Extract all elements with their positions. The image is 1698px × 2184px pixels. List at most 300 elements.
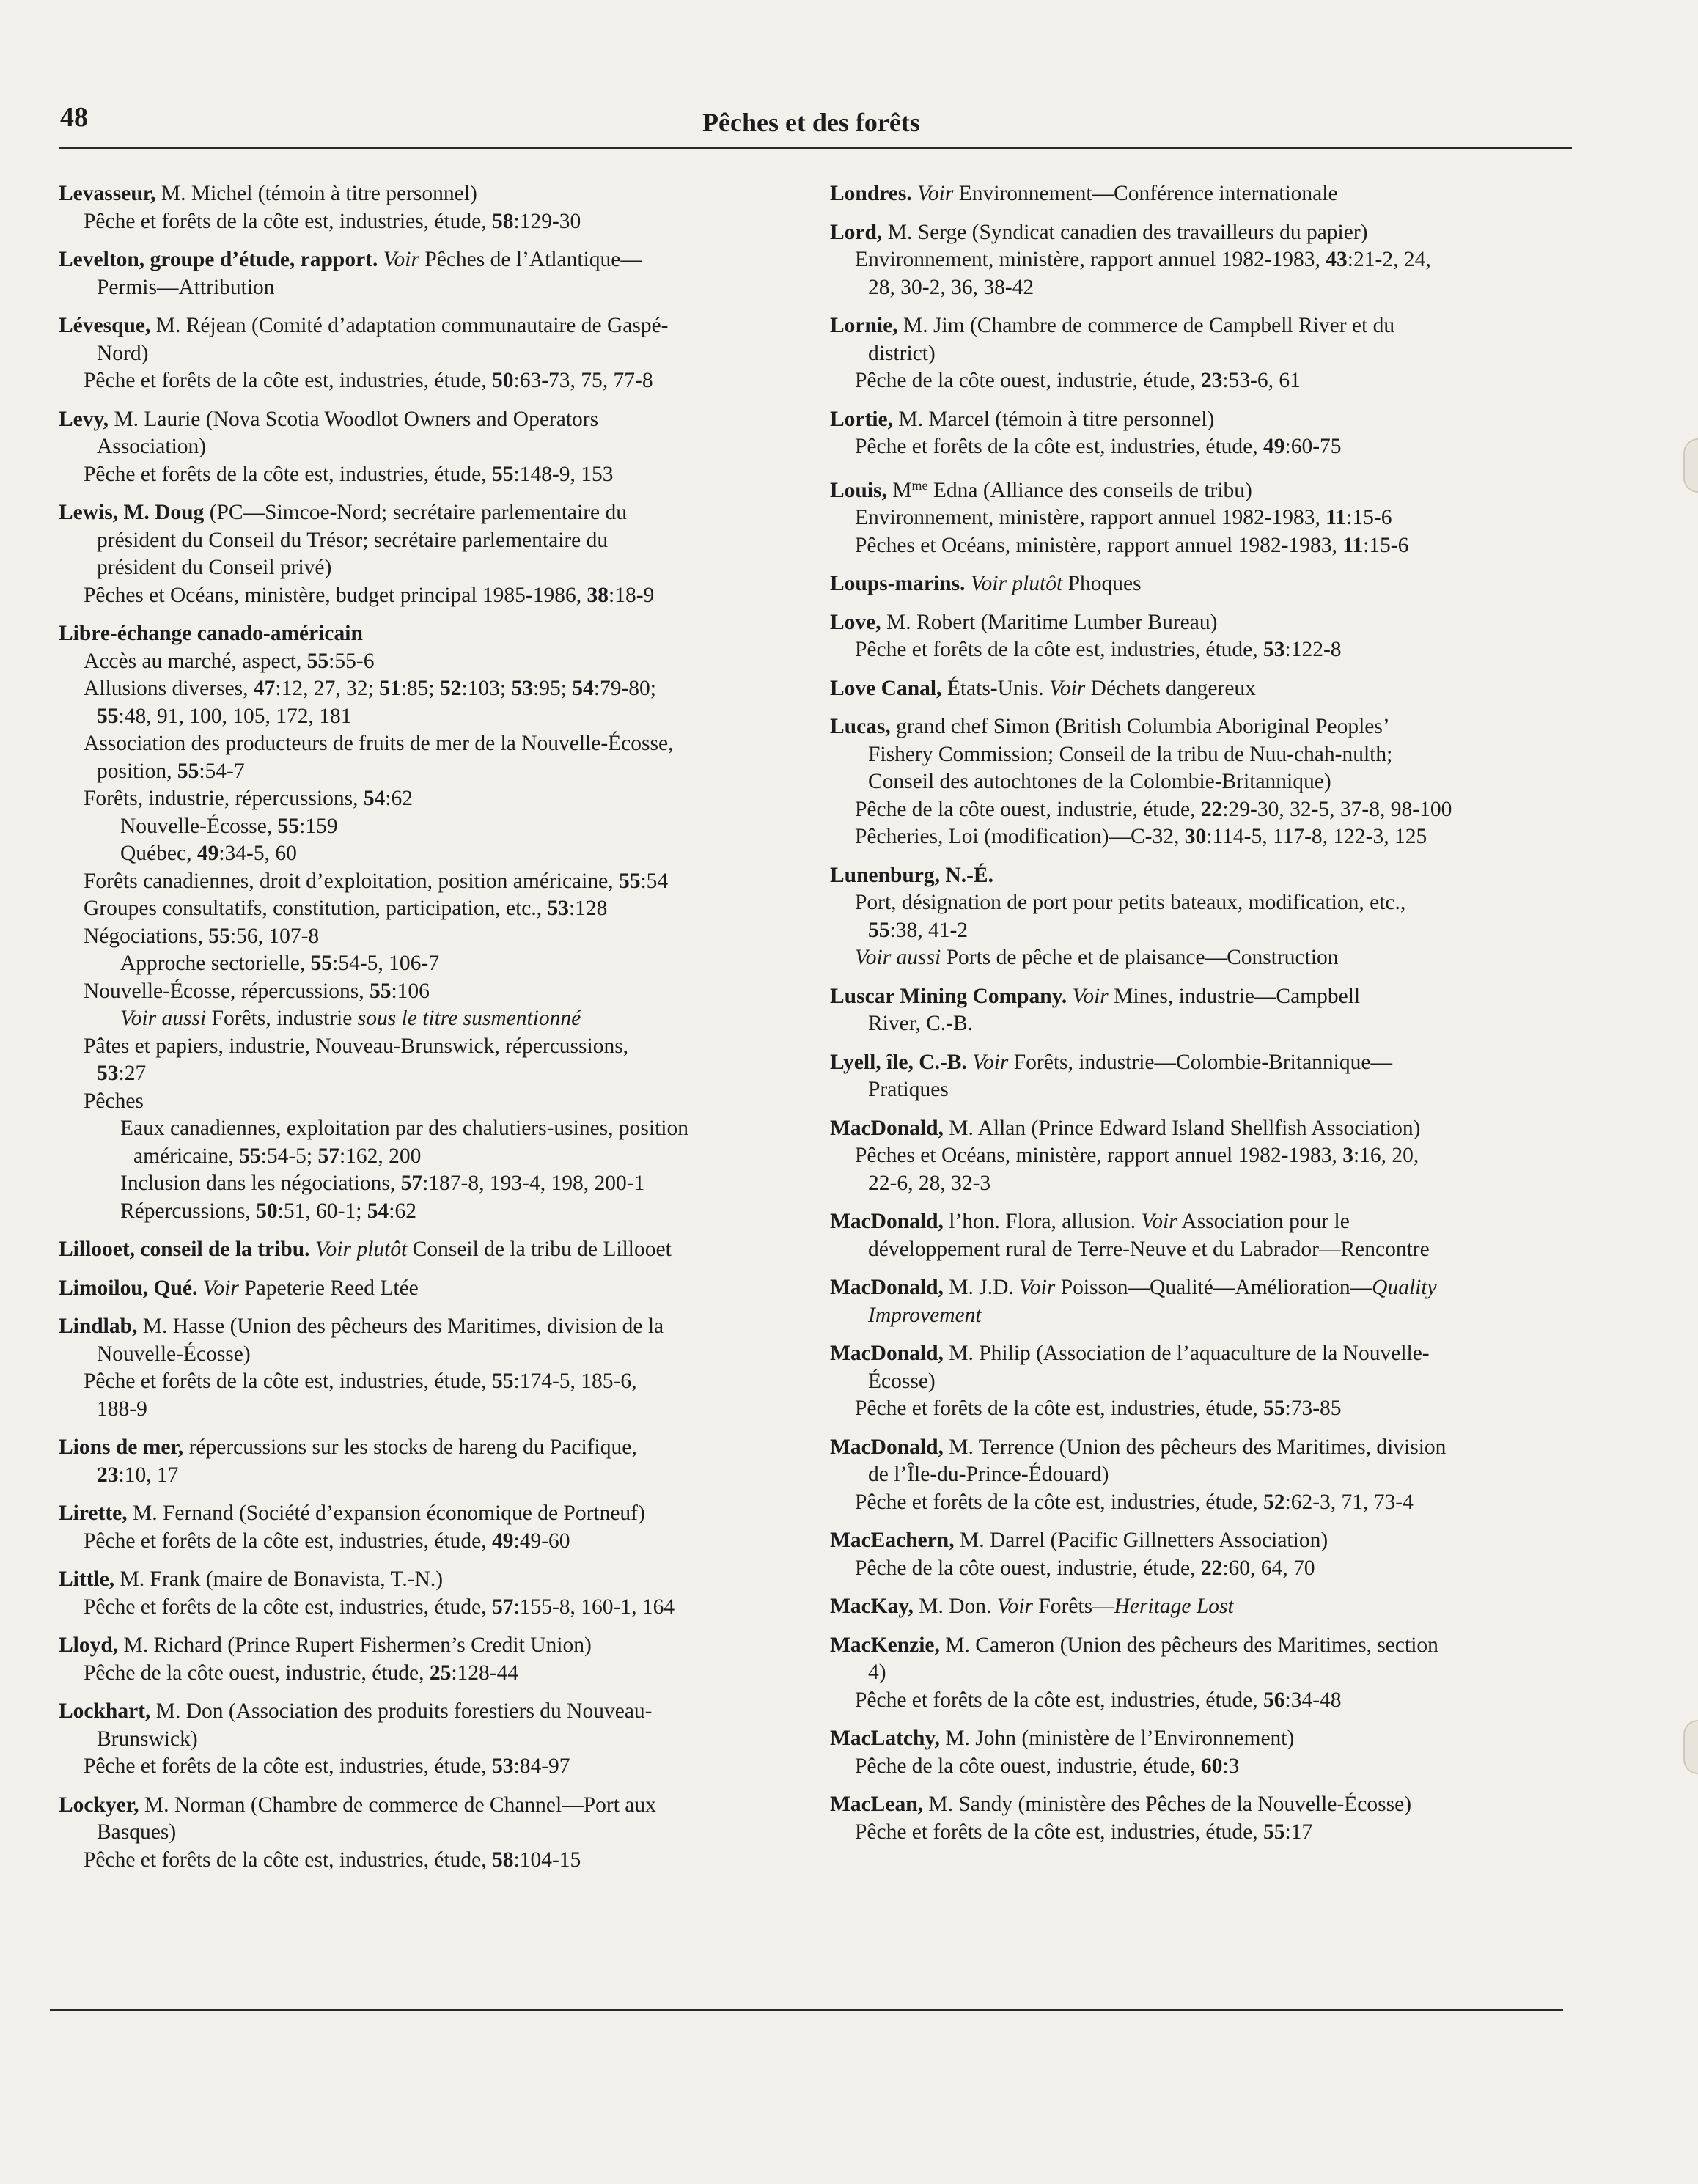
text: Forêts, industrie—Colombie-Britannique— [1008,1050,1392,1074]
index-subentry-line [830,917,1578,945]
bold-text: 49 [196,842,219,865]
bold-text: 54 [363,787,386,810]
text: :84-97 [513,1754,570,1778]
bold-text: 55 [1263,1820,1285,1844]
italic-text: Voir [1019,1276,1056,1299]
text: M. Don (Association des produits forestiers du Nouveau- [150,1699,653,1723]
index-entry [59,180,806,235]
index-subentry-line [59,1060,806,1088]
bold-text: 55 [1263,1397,1285,1420]
text: l’hon. Flora, allusion. [943,1210,1142,1233]
text: :106 [391,979,430,1003]
text: Pêche et forêts de la côte est, industries, étude, [84,1529,493,1553]
italic-text: Voir plutôt [315,1238,408,1261]
text: Mines, industrie—Campbell [1108,984,1361,1008]
text: M. Fernand (Société d’expansion économique de Portneuf) [127,1501,645,1525]
text: :34-5, 60 [218,842,297,865]
index-subentry-line [59,1726,806,1754]
index-subentry-line [59,895,806,923]
index-subentry-line [59,703,806,731]
text: de l’Île-du-Prince-Édouard) [868,1463,1109,1486]
index-subentry-line [830,1170,1578,1198]
text: :129-30 [513,209,581,233]
index-subentry-line [59,675,806,703]
text: :85; [400,677,440,700]
text: :16, 20, [1353,1144,1419,1167]
text: :162, 200 [339,1144,422,1168]
index-subentry-line [59,648,806,676]
index-heading-line [830,1725,1578,1753]
bold-text: 53 [1263,638,1285,661]
bold-text: 3 [1342,1144,1353,1167]
index-subentry-line [59,923,806,951]
text: :34-48 [1284,1688,1342,1712]
index-subentry-line [830,1010,1578,1038]
index-subentry-line [830,1236,1578,1264]
text: M. Terrence (Union des pêcheurs des Maritimes, division [943,1435,1447,1459]
italic-text: Voir [972,1050,1009,1074]
bold-text: 60 [1200,1754,1223,1778]
text: :148-9, 153 [513,462,614,486]
text: :18-9 [609,583,655,607]
text: Association des producteurs de fruits de mer de la Nouvelle-Écosse, [84,732,674,755]
index-heading-line [830,862,1578,890]
index-heading-line [830,1208,1578,1236]
text [965,572,970,595]
text: River, C.-B. [868,1012,974,1035]
index-entry [830,472,1578,560]
text: :27 [118,1062,147,1085]
index-heading-line [59,1792,806,1820]
text: Forêts, industrie [206,1007,358,1030]
binder-hole [1683,1720,1698,1774]
index-entry [59,1500,806,1555]
text: Pêche et forêts de la côte est, industries, étude, [84,1369,493,1393]
bold-text: Lyell, île, C.-B. [830,1050,967,1074]
index-entry [59,246,806,301]
text: :12, 27, 32; [275,677,380,700]
bold-text: 55 [306,649,329,673]
index-entry [830,1632,1578,1715]
bold-text: Luscar Mining Company. [830,984,1067,1008]
text: Basques) [97,1820,177,1844]
index-entry [59,406,806,489]
text: Nord) [97,341,149,365]
index-subentry-line [59,1660,806,1688]
index-heading-line [59,406,806,434]
index-entry [830,609,1578,664]
index-subentry-line [59,1198,806,1226]
index-heading-line [59,1500,806,1528]
text: Conseil des autochtones de la Colombie-Britannique) [868,770,1331,793]
index-entry [59,1236,806,1264]
bold-text: Levelton, groupe d’étude, rapport. [59,248,378,271]
text: :128-44 [451,1661,519,1685]
bold-text: Lockyer, [59,1793,139,1817]
bold-text: Levasseur, [59,182,156,205]
index-subentry-line [830,1753,1578,1781]
bold-text: 53 [511,677,533,700]
italic-text: Voir [202,1276,239,1300]
bold-text: Love, [830,610,881,634]
index-heading-line [830,609,1578,637]
bold-text: 52 [439,677,462,700]
bold-text: 23 [97,1463,119,1487]
text: :54 [640,869,669,893]
index-heading-line [59,499,806,527]
text: :17 [1284,1820,1313,1844]
bold-text: MacKay, [830,1595,914,1618]
index-entry [830,1593,1578,1621]
index-subentry-line [59,274,806,302]
text: Répercussions, [120,1199,257,1223]
text: :174-5, 185-6, [513,1369,637,1393]
text: Pêche et forêts de la côte est, industries, étude, [84,1595,493,1619]
index-entry [830,1434,1578,1517]
index-entry [830,983,1578,1038]
index-heading-line [59,620,806,648]
text: :3 [1222,1754,1240,1778]
index-subentry-line [830,1461,1578,1489]
index-subentry-line [830,1076,1578,1104]
text: M. Jim (Chambre de commerce de Campbell River et du [897,314,1395,337]
text: grand chef Simon (British Columbia Aboriginal Peoples’ [890,715,1390,738]
text: 4) [868,1661,886,1684]
text: M. Darrel (Pacific Gillnetters Association) [954,1529,1328,1552]
bold-text: 11 [1342,533,1364,557]
text: Nouvelle-Écosse) [97,1342,251,1366]
index-subentry-line [59,527,806,555]
bold-text: 55 [239,1144,261,1168]
index-subentry-line [59,840,806,868]
bold-text: MacLean, [830,1793,923,1816]
text: :55-6 [328,649,375,673]
index-heading-line [59,1236,806,1264]
index-subentry-line [830,1395,1578,1423]
text: Edna (Alliance des conseils de tribu) [927,478,1252,502]
index-subentry-line [59,554,806,582]
text: :49-60 [513,1529,570,1553]
text: Pêche et forêts de la côte est, industries, étude, [84,462,493,486]
index-subentry-line [59,1819,806,1847]
text: Forêts, industrie, répercussions, [84,787,364,810]
bold-text: 11 [1326,506,1347,529]
text: Allusions diverses, [84,677,254,700]
text: Pêche et forêts de la côte est, industries, étude, [855,1820,1264,1844]
bold-text: 55 [492,1369,514,1393]
text [378,248,383,271]
index-heading-line [59,1566,806,1594]
index-subentry-line [830,768,1578,796]
bold-text: MacDonald, [830,1342,944,1365]
index-entry [830,1208,1578,1263]
bold-text: Limoilou, Qué. [59,1276,198,1300]
bold-text: 23 [1200,369,1223,392]
italic-text: Voir [1049,676,1086,700]
index-entry [59,620,806,1225]
index-subentry-line [59,208,806,236]
index-heading-line [830,1791,1578,1819]
text: :122-8 [1284,638,1342,661]
index-heading-line [830,406,1578,434]
text: Pêche et forêts de la côte est, industries, étude, [855,435,1264,458]
text: Ports de pêche et de plaisance—Construction [941,946,1339,969]
index-entry [830,406,1578,461]
text: Forêts canadiennes, droit d’exploitation, position américaine, [84,869,619,893]
italic-text: Quality [1372,1276,1437,1299]
text: américaine, [133,1144,240,1168]
text: Nouvelle-Écosse, répercussions, [84,979,370,1003]
text: :62 [389,1199,416,1223]
index-heading-line [830,312,1578,340]
bold-text: 55 [310,952,333,975]
index-subentry-line [59,1170,806,1198]
text: Papeterie Reed Ltée [238,1276,419,1300]
bold-text: Levy, [59,407,109,431]
text: Pêche de la côte ouest, industrie, étude, [855,1556,1201,1580]
bold-text: 55 [369,979,392,1003]
text: district) [868,341,936,365]
italic-text: Voir aussi [120,1007,207,1030]
index-heading-line [830,1274,1578,1302]
index-heading-line [59,1632,806,1660]
bold-text: Lortie, [830,407,894,431]
text: M. Serge (Syndicat canadien des travailleurs du papier) [882,220,1368,244]
text: Environnement, ministère, rapport annuel 1982-1983, [855,248,1326,271]
bold-text: 58 [492,209,514,233]
text: :54-7 [199,759,245,783]
text: Pêche de la côte ouest, industrie, étude, [855,1754,1201,1778]
index-subentry-line [830,1659,1578,1687]
text: Inclusion dans les négociations, [120,1172,401,1195]
bold-text: 51 [379,677,401,700]
bold-text: Lindlab, [59,1315,138,1338]
index-subentry-line [59,950,806,978]
text: M. Allan (Prince Edward Island Shellfish Association) [943,1116,1421,1140]
index-heading-line [59,1313,806,1341]
text: :128 [568,897,608,920]
text: M. Frank (maire de Bonavista, T.-N.) [114,1567,444,1591]
index-heading-line [830,472,1578,505]
index-entry [830,713,1578,851]
index-subentry-line [59,813,806,841]
bold-text: Louis, [830,478,887,502]
bold-text: MacEachern, [830,1529,955,1552]
text: Pêches et Océans, ministère, rapport annuel 1982-1983, [855,1144,1343,1167]
text: États-Unis. [941,676,1050,700]
bold-text: 55 [208,924,230,948]
text: :51, 60-1; [277,1199,367,1223]
bold-text: 47 [253,677,276,700]
index-entry [830,570,1578,598]
text: Groupes consultatifs, constitution, participation, etc., [84,897,548,920]
text: 22-6, 28, 32-3 [868,1171,991,1195]
index-entry [830,1725,1578,1780]
text: Négociations, [84,924,209,948]
text: M. Réjean (Comité d’adaptation communautaire de Gaspé- [150,314,669,337]
index-subentry-line [830,1489,1578,1517]
index-heading-line [59,180,806,208]
index-entry [830,862,1578,972]
index-entry [830,1049,1578,1104]
index-heading-line [59,1434,806,1462]
index-heading-line [830,1527,1578,1555]
text: M. Cameron (Union des pêcheurs des Maritimes, section [939,1633,1438,1657]
bold-text: Lord, [830,220,883,244]
text: :29-30, 32-5, 37-8, 98-100 [1222,797,1452,821]
index-column-left [59,180,806,1885]
bold-text: Londres. [830,182,912,205]
text: :73-85 [1284,1397,1342,1420]
index-heading-line [830,1049,1578,1077]
index-entry [59,1632,806,1687]
bold-text: 52 [1263,1490,1285,1514]
text: Québec, [120,842,197,865]
text: développement rural de Terre-Neuve et du Labrador—Rencontre [868,1237,1430,1261]
bold-text: MacDonald, [830,1116,944,1140]
index-entry [59,1434,806,1489]
bold-text: 49 [1263,435,1285,458]
index-subentry-line [59,340,806,368]
bold-text: Lucas, [830,715,891,738]
bold-text: 55 [618,869,641,893]
index-heading-line [830,713,1578,741]
text: :54-5, 106-7 [332,952,439,975]
index-column-right [830,180,1578,1857]
bold-text: Lillooet, conseil de la tribu. [59,1238,310,1261]
text: Pêche de la côte ouest, industrie, étude, [84,1661,430,1685]
index-subentry-line [830,741,1578,769]
bold-text: 53 [492,1754,514,1778]
index-subentry-line [830,274,1578,302]
index-entry [59,1792,806,1875]
text: :104-15 [513,1847,581,1872]
text: 188-9 [97,1397,147,1421]
text: Pêche et forêts de la côte est, industries, étude, [84,1754,493,1778]
index-entry [59,312,806,395]
text: Pêche de la côte ouest, industrie, étude, [855,369,1201,392]
text: :187-8, 193-4, 198, 200-1 [422,1172,645,1195]
index-subentry-line [59,1341,806,1369]
text: :53-6, 61 [1222,369,1301,392]
text: M. Hasse (Union des pêcheurs des Maritimes, division de la [137,1315,664,1338]
index-subentry-line [830,796,1578,824]
italic-text: Voir aussi [855,946,941,969]
text [310,1238,315,1261]
text: Environnement, ministère, rapport annuel 1982-1983, [855,506,1326,529]
bold-text: 55 [492,462,514,486]
index-entry [830,1274,1578,1329]
index-subentry-line [830,889,1578,917]
text: Accès au marché, aspect, [84,649,307,673]
text: Pêche et forêts de la côte est, industries, étude, [855,638,1264,661]
bold-text: MacKenzie, [830,1633,940,1657]
bold-text: 55 [277,814,300,838]
text: Déchets dangereux [1085,676,1256,700]
text: Association pour le [1177,1210,1350,1233]
text: :103; [461,677,512,700]
bold-text: 50 [256,1199,278,1223]
text: répercussions sur les stocks de hareng du Pacifique, [183,1435,637,1459]
index-heading-line [59,246,806,274]
running-title: Pêches et des forêts [702,108,920,137]
bold-text: Lions de mer, [59,1435,184,1459]
bold-text: MacDonald, [830,1210,944,1233]
italic-text: Voir [1141,1210,1177,1233]
index-entry [59,499,806,609]
text [1067,985,1072,1008]
text: M. John (ministère de l’Environnement) [939,1727,1295,1750]
bold-text: MacDonald, [830,1435,944,1459]
text: Pêcheries, Loi (modification)—C-32, [855,825,1185,848]
text: M. Richard (Prince Rupert Fishermen’s Credit Union) [118,1633,592,1657]
bold-text: 54 [572,677,594,700]
bold-text: 22 [1200,1556,1223,1580]
text: Pêches de l’Atlantique— [419,248,642,271]
text: M. Don. [913,1595,997,1618]
text: :54-5; [260,1144,318,1168]
bold-text: Lunenburg, N.-É. [830,863,993,887]
text: :79-80; [593,677,656,700]
italic-text: Voir plutôt [970,572,1063,595]
bold-text: Love Canal, [830,676,942,700]
binder-hole [1683,438,1698,493]
bold-text: 43 [1326,248,1348,271]
index-heading-line [59,1275,806,1303]
index-subentry-line [830,433,1578,461]
text: Pêches et Océans, ministère, budget principal 1985-1986, [84,583,587,607]
text: Pêche et forêts de la côte est, industries, étude, [855,1397,1264,1420]
text: Pêche et forêts de la côte est, industries, étude, [84,369,493,392]
footer-rule [50,2009,1563,2011]
text: Pêches [84,1089,144,1113]
index-heading-line [830,1593,1578,1621]
text: Pâtes et papiers, industrie, Nouveau-Brunswick, répercussions, [84,1034,629,1058]
text: Brunswick) [97,1727,198,1751]
index-subentry-line [59,1115,806,1143]
index-entry [59,1566,806,1621]
text: :63-73, 75, 77-8 [513,369,653,392]
index-entry [830,1527,1578,1582]
index-entry [830,312,1578,395]
bold-text: MacDonald, [830,1276,944,1299]
bold-text: 53 [97,1062,119,1085]
index-heading-line [830,570,1578,598]
text: président du Conseil privé) [97,556,332,579]
index-heading-line [830,675,1578,703]
bold-text: Lockhart, [59,1699,151,1723]
bold-text: MacLatchy, [830,1727,940,1750]
index-subentry-line [830,944,1578,972]
text: position, [97,759,177,783]
text: Pêche et forêts de la côte est, industries, étude, [855,1688,1264,1712]
index-heading-line [59,1698,806,1726]
text: (PC—Simcoe-Nord; secrétaire parlementaire du [204,501,627,524]
text: Phoques [1062,572,1142,595]
text: M. J.D. [943,1276,1020,1299]
page-number: 48 [60,102,88,133]
text: M. Laurie (Nova Scotia Woodlot Owners and Operators [109,407,599,431]
text: :159 [299,814,338,838]
bold-text: 50 [492,369,514,392]
bold-text: 55 [177,759,199,783]
index-subentry-line [59,1528,806,1556]
text: Environnement—Conférence internationale [953,182,1338,205]
index-entry [830,1340,1578,1423]
text: Pratiques [868,1078,949,1101]
text: M. Michel (témoin à titre personnel) [155,182,477,205]
bold-text: Lornie, [830,314,898,337]
